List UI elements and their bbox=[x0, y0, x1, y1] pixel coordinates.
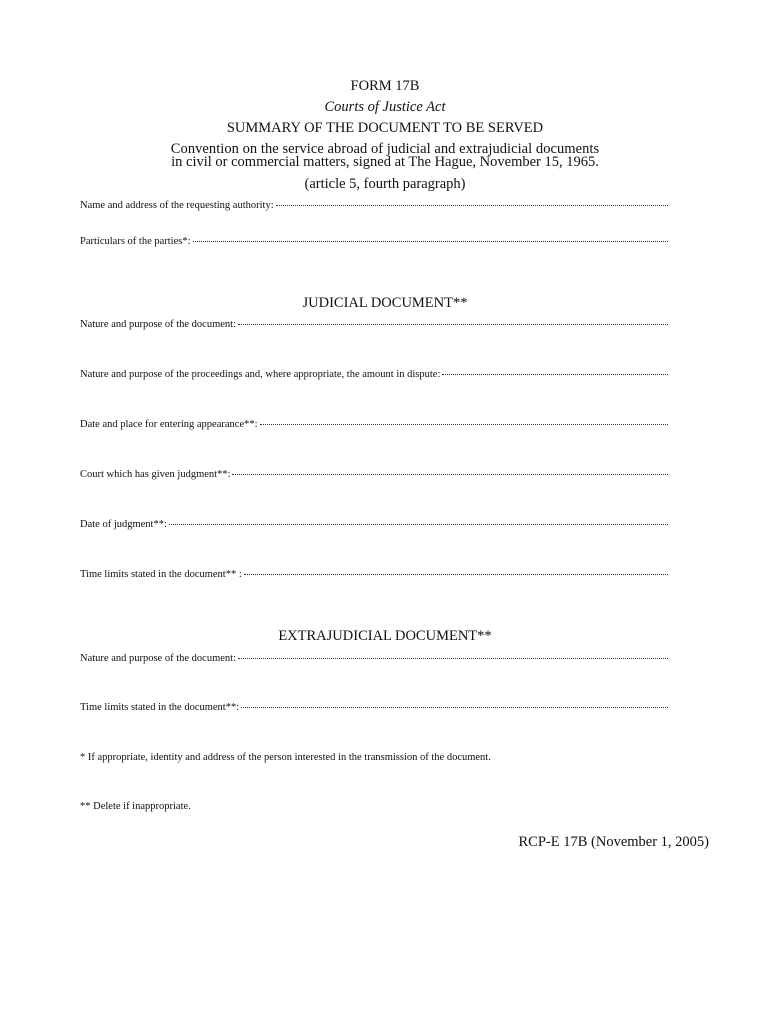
extrajudicial-time-limits-continued[interactable] bbox=[80, 728, 668, 742]
judicial-heading: JUDICIAL DOCUMENT** bbox=[302, 295, 468, 311]
extrajudicial-nature-document-field[interactable] bbox=[80, 652, 668, 666]
document-title: SUMMARY OF THE DOCUMENT TO BE SERVED bbox=[226, 120, 544, 136]
court-judgment-continued[interactable] bbox=[80, 495, 668, 509]
extrajudicial-nature-document-label: Nature and purpose of the document: bbox=[80, 653, 236, 664]
judicial-nature-document-continued[interactable] bbox=[80, 345, 668, 359]
date-judgment-continued[interactable] bbox=[80, 545, 668, 559]
form-number: FORM 17B bbox=[350, 78, 420, 94]
footnote-delete: ** Delete if inappropriate. bbox=[80, 801, 191, 812]
fill-line bbox=[241, 707, 668, 708]
nature-proceedings-label: Nature and purpose of the proceedings and, where appropriate, the amount in dispute: bbox=[80, 369, 441, 380]
fill-line bbox=[193, 241, 668, 242]
interested-person-field[interactable] bbox=[80, 778, 668, 792]
extrajudicial-nature-document-continued[interactable] bbox=[80, 679, 668, 693]
fill-line bbox=[232, 474, 668, 475]
fill-line bbox=[244, 574, 668, 575]
date-place-appearance-continued[interactable] bbox=[80, 445, 668, 459]
requesting-authority-field[interactable] bbox=[80, 199, 668, 213]
judicial-time-limits-label: Time limits stated in the document** : bbox=[80, 569, 242, 580]
act-title: Courts of Justice Act bbox=[324, 99, 446, 115]
form-code: RCP-E 17B (November 1, 2005) bbox=[518, 834, 709, 850]
fill-line bbox=[169, 524, 668, 525]
judicial-time-limits-continued[interactable] bbox=[80, 595, 668, 609]
date-judgment-label: Date of judgment**: bbox=[80, 519, 167, 530]
extrajudicial-heading: EXTRAJUDICIAL DOCUMENT** bbox=[278, 628, 492, 644]
date-judgment-field[interactable] bbox=[80, 518, 668, 532]
fill-line bbox=[238, 658, 668, 659]
judicial-nature-document-field[interactable] bbox=[80, 318, 668, 332]
judicial-time-limits-field[interactable] bbox=[80, 568, 668, 582]
parties-field-continued[interactable] bbox=[80, 262, 668, 276]
extrajudicial-time-limits-field[interactable] bbox=[80, 701, 668, 715]
fill-line bbox=[442, 374, 668, 375]
nature-proceedings-continued[interactable] bbox=[80, 395, 668, 409]
fill-line bbox=[276, 205, 668, 206]
requesting-authority-label: Name and address of the requesting authority: bbox=[80, 200, 274, 211]
judicial-nature-document-label: Nature and purpose of the document: bbox=[80, 319, 236, 330]
convention-line-2: in civil or commercial matters, signed at The Hague, November 15, 1965. bbox=[171, 154, 599, 170]
nature-proceedings-field[interactable] bbox=[80, 368, 668, 382]
article-reference: (article 5, fourth paragraph) bbox=[304, 176, 466, 192]
fill-line bbox=[238, 324, 668, 325]
fill-line bbox=[260, 424, 668, 425]
convention-line-1: Convention on the service abroad of judicial and extrajudicial documents bbox=[170, 141, 600, 157]
parties-label: Particulars of the parties*: bbox=[80, 236, 191, 247]
parties-field[interactable] bbox=[80, 235, 668, 249]
date-place-appearance-label: Date and place for entering appearance**: bbox=[80, 419, 258, 430]
footnote-parties: * If appropriate, identity and address of the person interested in the transmission of the document. bbox=[80, 752, 491, 763]
date-place-appearance-field[interactable] bbox=[80, 418, 668, 432]
extrajudicial-time-limits-label: Time limits stated in the document**: bbox=[80, 702, 240, 713]
court-judgment-label: Court which has given judgment**: bbox=[80, 469, 231, 480]
court-judgment-field[interactable] bbox=[80, 468, 668, 482]
